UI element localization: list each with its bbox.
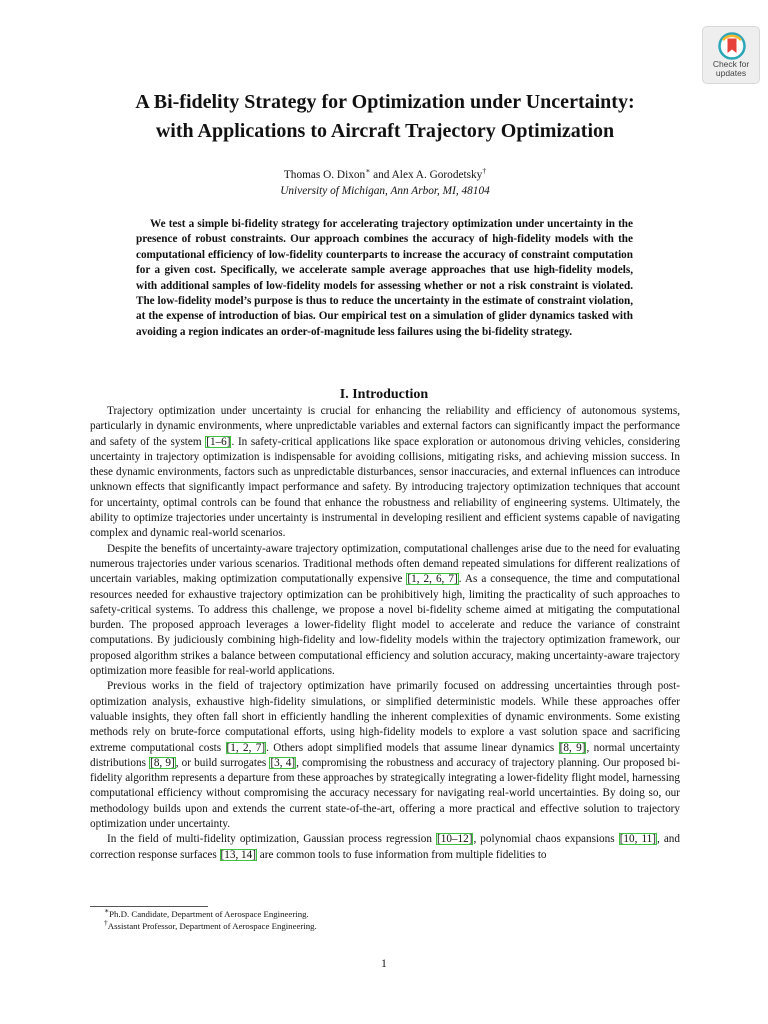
paragraph-text: Despite the benefits of uncertainty-aware trajectory optimization, computational challenges arise due to the need for evaluating numerous trajectories under various scenarios. Traditional methods often demand repeated simulations for different realizations of uncertain variables, making optimization computationally expensive — [90, 542, 680, 586]
title-line-1: A Bi-fidelity Strategy for Optimization under Uncertainty: — [135, 91, 635, 113]
paragraph-text: Trajectory optimization under uncertainty is crucial for enhancing the reliability and efficiency of autonomous systems, particularly in dynamic environments, where unpredictable variables and external factors can significantly impact the performance and safety of the system — [90, 405, 680, 448]
footnote-marker: ∗ — [104, 906, 110, 916]
citation-link[interactable]: [1, 2, 7] — [226, 741, 266, 754]
citation-link[interactable]: [10–12] — [437, 833, 473, 846]
paragraph-text: . Others adopt simplified models that assume linear dynamics — [266, 741, 559, 754]
footnote-marker: † — [104, 918, 108, 928]
section-heading: I. Introduction — [339, 387, 429, 402]
affiliation: University of Michigan, Ann Arbor, MI, 48104 — [280, 185, 490, 197]
footnote — [104, 920, 317, 932]
check-for-updates-badge[interactable] — [702, 26, 760, 84]
badge-label-line2: updates — [715, 68, 747, 78]
paragraph-text: , and correction response surfaces — [90, 833, 680, 861]
crossmark-bookmark-icon — [718, 32, 746, 60]
citation-link[interactable]: [8, 9] — [150, 756, 175, 769]
citation-link[interactable]: [8, 9] — [559, 741, 586, 754]
footnote-marker: ∗ — [365, 166, 371, 176]
footnotes — [104, 908, 317, 932]
paragraph-text: , polynomial chaos expansions — [473, 833, 619, 846]
paper-title — [60, 88, 710, 146]
body-paragraph — [90, 832, 680, 863]
author-list — [60, 168, 710, 183]
paragraph-text: In the field of multi-fidelity optimization, Gaussian process regression — [107, 833, 437, 846]
body-paragraph — [90, 404, 680, 542]
paragraph-text: Previous works in the field of trajectory optimization have primarily focused on addressing uncertainties through post-optimization analysis, exhaustive high-fidelity simulations, or simplified deterministic models. While these approaches offer valuable insights, they often fall short in efficiently handling the inherent complexities of dynamic environments. Some existing methods rely on brute-force computational efforts, using high-fidelity models to explore a vast solution space and sacrificing extreme computational costs — [90, 680, 680, 754]
title-line-2: with Applications to Aircraft Trajectory Optimization — [155, 120, 615, 142]
citation-link[interactable]: [1, 2, 6, 7] — [407, 573, 458, 586]
badge-label — [703, 60, 759, 78]
paragraph-text: . In safety-critical applications like space exploration or autonomous driving vehicles, considering uncertainty in trajectory optimization is indispensable for avoiding collisions, mitigating risks, and achieving mission success. In these dynamic environments, factors such as unpredictable disturbances, sensor inaccuracies, and external influences can introduce unknown effects that significantly impact performance and safety. By introducing trajectory optimization techniques that account for uncertainty, optimal controls can be found that enhance the robustness and reliability of engineering systems. Ultimately, the ability to optimize trajectories under uncertainty is instrumental in developing resilient and efficient systems capable of navigating complex and dynamic real-world scenarios. — [90, 435, 680, 540]
section-body — [90, 404, 680, 863]
paragraph-text: , or build surrogates — [175, 756, 270, 769]
author-joiner: and — [370, 169, 392, 181]
author-name: Alex A. Gorodetsky — [391, 169, 483, 181]
paragraph-text: , compromising the robustness and accuracy of trajectory planning. Our proposed bi-fidelity algorithm represents a departure from these approaches by strategically integrating a lower-fidelity flight model, harnessing computational efficiency without compromising the accuracy necessary for navigating real-world uncertainties. By doing so, our methodology builds upon and extends the current state-of-the-art, offering a more practical and effective solution to trajectory optimization under uncertainty. — [90, 756, 681, 831]
author-name: Thomas O. Dixon — [283, 169, 366, 181]
abstract: We test a simple bi-fidelity strategy for accelerating trajectory optimization under uncertainty in the presence of robust constraints. Our approach combines the accuracy of high-fidelity models with the computational efficiency of low-fidelity counterparts to increase the accuracy of constraint computation for a given cost. Specifically, we accelerate sample average approaches that use high-fidelity models, with additional samples of low-fidelity models for assessing whether or not a risk constraint is violated. The low-fidelity model’s purpose is thus to reduce the uncertainty in the estimate of constraint violation, at the expense of introduction of bias. Our empirical test on a simulation of glider dynamics tasked with avoiding a region indicates an order-of-magnitude less failures using the bi-fidelity strategy. — [136, 218, 633, 338]
badge-label-line1: Check for — [712, 59, 750, 69]
paragraph-text: are common tools to fuse information from multiple fidelities to — [256, 848, 547, 861]
paragraph-text: , normal uncertainty distributions — [90, 741, 681, 769]
paragraph-text: . As a consequence, the time and computational resources needed for exhaustive trajectory optimization can be prohibitively high, limiting the practicality of such approaches to safety-critical systems. To address this challenge, we propose a novel bi-fidelity scheme aimed at mitigating the computational burden. The proposed approach leverages a lower-fidelity flight model to accelerate and reduce the variance of constraint computations. By judiciously combining high-fidelity and low-fidelity models within the trajectory optimization framework, our proposed algorithm strikes a balance between computational efficiency and solution accuracy, making uncertainty-aware trajectory optimization more feasible for real-world applications. — [90, 573, 681, 678]
body-paragraph — [90, 542, 680, 680]
citation-link[interactable]: [1–6] — [206, 435, 231, 448]
footnote-marker: † — [482, 166, 487, 176]
citation-link[interactable]: [13, 14] — [220, 848, 256, 861]
citation-link[interactable]: [10, 11] — [619, 833, 656, 846]
page-number: 1 — [381, 958, 387, 970]
body-paragraph — [90, 679, 680, 832]
footnote-text: Ph.D. Candidate, Department of Aerospace Engineering. — [109, 909, 309, 919]
footnote — [104, 908, 317, 920]
citation-link[interactable]: [3, 4] — [270, 756, 296, 769]
footnote-text: Assistant Professor, Department of Aerospace Engineering. — [107, 921, 317, 931]
